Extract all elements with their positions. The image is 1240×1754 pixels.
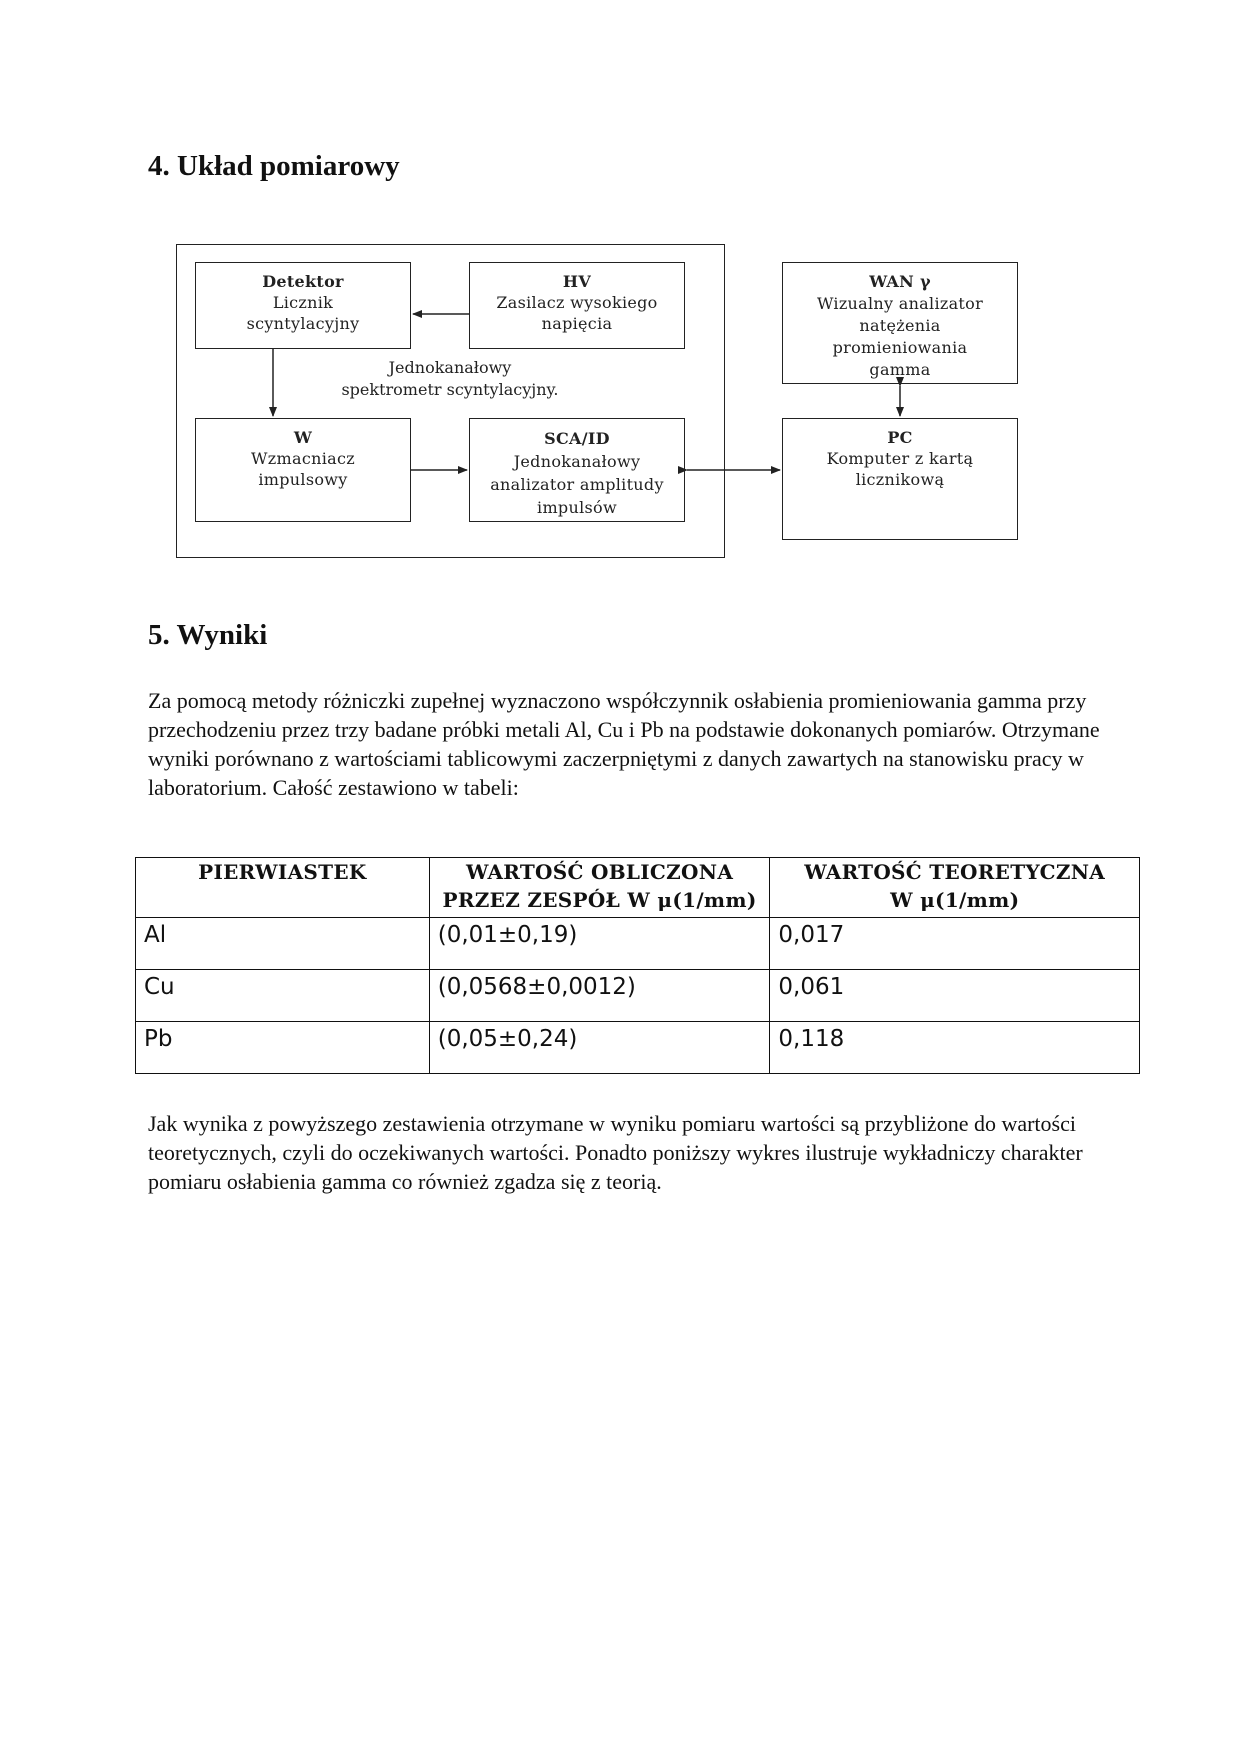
cell-theoretical: 0,061 bbox=[770, 970, 1140, 1022]
cell-element: Al bbox=[136, 918, 430, 970]
hv-line2: napięcia bbox=[541, 314, 613, 333]
table-header-row bbox=[136, 858, 1140, 918]
conclusion-paragraph: Jak wynika z powyższego zestawienia otrzymane w wyniku pomiaru wartości są przybliżone do wartości teoretycznych, czyli do oczekiwanych wartości. Ponadto poniższy wykres ilustruje wykładniczy charakter pomiaru osłabienia gamma co również zgadza się z teorią. bbox=[148, 1111, 1083, 1194]
measurement-setup-diagram bbox=[0, 0, 1240, 600]
header-theoretical-line2: W μ(1/mm) bbox=[890, 888, 1020, 912]
cell-element: Cu bbox=[136, 970, 430, 1022]
header-computed-line2: PRZEZ ZESPÓŁ W μ(1/mm) bbox=[442, 888, 757, 912]
table-row bbox=[136, 970, 1140, 1022]
header-element-line1: PIERWIASTEK bbox=[198, 860, 367, 884]
spectrometer-label-line2: spektrometr scyntylacyjny. bbox=[341, 380, 559, 399]
cell-element: Pb bbox=[136, 1022, 430, 1074]
cell-computed: (0,05±0,24) bbox=[429, 1022, 770, 1074]
table-row bbox=[136, 918, 1140, 970]
cell-theoretical: 0,017 bbox=[770, 918, 1140, 970]
wan-line2: natężenia bbox=[859, 316, 941, 335]
table-row bbox=[136, 1022, 1140, 1074]
wan-line1: Wizualny analizator bbox=[816, 294, 984, 313]
section-5-title: 5. Wyniki bbox=[148, 619, 268, 651]
wan-line3: promieniowania bbox=[832, 338, 968, 357]
hv-line1: Zasilacz wysokiego bbox=[496, 293, 658, 312]
header-theoretical-line1: WARTOŚĆ TEORETYCZNA bbox=[804, 860, 1106, 884]
cell-theoretical: 0,118 bbox=[770, 1022, 1140, 1074]
cell-computed: (0,0568±0,0012) bbox=[429, 970, 770, 1022]
header-element bbox=[136, 858, 430, 918]
detector-title: Detektor bbox=[262, 272, 344, 291]
sca-line2: analizator amplitudy bbox=[490, 475, 664, 494]
sca-title: SCA/ID bbox=[544, 429, 610, 448]
spectrometer-label-line1: Jednokanałowy bbox=[388, 358, 512, 377]
header-computed-line1: WARTOŚĆ OBLICZONA bbox=[465, 860, 734, 884]
results-paragraph: Za pomocą metody różniczki zupełnej wyznaczono współczynnik osłabienia promieniowania gamma przy przechodzeniu przez trzy badane próbki metali Al, Cu i Pb na podstawie dokonanych pomiarów. Otrzymane wyniki porównano z wartościami tablicowymi zaczerpniętymi z danych zawartych na stanowisku pracy w laboratorium. Całość zestawiono w tabeli: bbox=[148, 688, 1100, 800]
cell-computed: (0,01±0,19) bbox=[429, 918, 770, 970]
sca-line3: impulsów bbox=[537, 498, 617, 517]
amplifier-line1: Wzmacniacz bbox=[251, 449, 355, 468]
amplifier-title: W bbox=[293, 428, 313, 447]
header-theoretical bbox=[770, 858, 1140, 918]
amplifier-line2: impulsowy bbox=[258, 470, 348, 489]
pc-title: PC bbox=[887, 428, 913, 447]
pc-line1: Komputer z kartą bbox=[826, 449, 974, 468]
diagram-arrows bbox=[0, 0, 1240, 600]
wan-line4: gamma bbox=[869, 360, 931, 379]
results-table bbox=[135, 857, 1140, 1074]
sca-line1: Jednokanałowy bbox=[513, 452, 641, 471]
pc-line2: licznikową bbox=[855, 470, 945, 489]
section-4-title: 4. Układ pomiarowy bbox=[148, 150, 400, 182]
header-computed bbox=[429, 858, 770, 918]
wan-title: WAN γ bbox=[869, 272, 931, 291]
detector-line2: scyntylacyjny bbox=[246, 314, 360, 333]
hv-title: HV bbox=[562, 272, 592, 291]
detector-line1: Licznik bbox=[272, 293, 334, 312]
